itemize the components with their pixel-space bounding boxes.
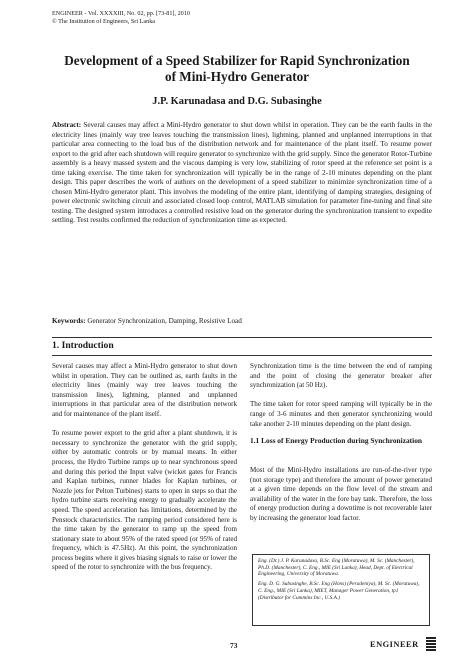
subsection-paragraph: Most of the Mini-Hydro installations are run-of-the-river type (not storage type) and therefore the amount of power generated at a given time depends on the flow level of the stream and availability of the water in the fore bay tank. Therefore, the loss of energy production during a downtime is not recoverable later by increasing the generator load factor.: [250, 466, 432, 522]
intro-paragraph-2: To resume power export to the grid after a plant shutdown, it is necessary to synchronize the generator with the grid supply, either by automatic controls or by manual means. In either process, the Hydro Turbine ramps up to near synchronous speed and during this period the Input valve (wicket gates for Francis and Kaplan turbines, runner blades for Kaplan turbines, or Nozzle jets for Pelton Turbines) starts to open in steps so that the hydro turbine starts receiving energy to gradually accelerate the speed. The speed acceleration has limitations, determined by the Penstock characteristics. The ramping period considered here is the time taken by the generator to ramp up the speed from stationary state to about 95% of the rated speed (or 95% of rated frequency, which is 47.5Hz). At this point, the synchronization process begins where it gives biasing signals to raise or lower the speed of the rotor to synchronize with the bus frequency.: [52, 429, 237, 572]
subsection-body: [250, 466, 432, 533]
section-heading-introduction: 1. Introduction: [52, 340, 114, 351]
author-affiliation-box: [252, 554, 430, 626]
section-divider-top: [52, 337, 432, 338]
section-divider-bottom: [52, 355, 432, 356]
author-1-affiliation: Eng. (Dr.) J. P. Karunadasa, B.Sc. Eng (Moratuwa), M. Sc. (Manchester), Ph.D. (Manchester), C. Eng., MIE (Sri Lanka), Head, Dept. of Electrical Engineering, University of Moratuwa.: [258, 558, 415, 578]
authors: J.P. Karunadasa and D.G. Subasinghe: [152, 96, 322, 107]
paper-title: [30, 53, 444, 85]
intro-paragraph-4: The time taken for rotor speed ramping will typically be in the range of 3-6 minutes and then generator synchronizing would take another 2-10 minutes depending on the plant design.: [250, 400, 432, 428]
left-column: [52, 362, 237, 583]
keywords-label: Keywords:: [52, 317, 86, 325]
keywords-text: Generator Synchronization, Damping, Resistive Load: [87, 317, 242, 325]
abstract-label: Abstract:: [52, 121, 82, 129]
author-2-affiliation: Eng. D. G. Subasinghe, B.Sc. Eng (Hons) (Peradeniya), M. Sc. (Moratuwa), C. Eng., MIE (Sri Lanka), MIET, Manager Power Generation, tp1 (Distributor for Cummins Inc., U.S.A.): [258, 581, 420, 601]
footer-logo-mark: [426, 637, 436, 651]
subsection-heading-1-1: 1.1 Loss of Energy Production during Synchronization: [250, 436, 422, 445]
abstract: [52, 121, 432, 226]
right-column: [250, 362, 432, 439]
journal-header: [52, 10, 190, 25]
title-line-1: Development of a Speed Stabilizer for Rapid Synchronization: [64, 53, 410, 68]
title-line-2: of Mini-Hydro Generator: [164, 69, 310, 84]
intro-paragraph-1: Several causes may affect a Mini-Hydro generator to shut down whilst in operation. They can be outlined as, earth faults in the electricity lines (mainly way tree leaves touching the transmission lines), lightning, planned and unplanned interruptions in that particular area of the distribution network and for maintenance of the plant itself.: [52, 362, 237, 418]
copyright-line: © The Institution of Engineers, Sri Lanka: [52, 17, 156, 25]
keywords: [52, 317, 432, 327]
page-number: 73: [230, 641, 238, 650]
abstract-text: Several causes may affect a Mini-Hydro generator to shut down whilst in operation. They can be the earth faults in the electricity lines (mainly way tree leaves touching the transmission lines), lightning, planned and unplanned interruptions in that particular area connecting to the load bus of the distribution network and for maintenance of the plant itself. To resume power export to the grid after each shutdown will require generator to synchronize with the grid supply. Since the generator Rotor-Turbine assembly is a heavy massed system and the viscous damping is very low, stabilizing of rotor speed at the reference set point is a time taking exercise. The time taken for synchronization will typically be in the range of 2-10 minutes depending on the plant design. This paper describes the work of authors on the development of a speed stabilizer to minimize synchronization time of a chosen Mini-Hydro generator plant. This involves the modeling of the entire plant, identifying of damping strategies, designing of power electronic switching circuit and associated closed loop control, MATLAB simulation for parameter fine-tuning and final site testing. The designed system introduces a controlled resistive load on the generator during the synchronization transient to expedite settling. Test results confirmed the reduction of synchronization time as expected.: [52, 121, 433, 225]
journal-citation: ENGINEER - Vol. XXXXIII, No. 02, pp. [73-81], 2010: [52, 10, 190, 17]
footer-journal-name: ENGINEER: [370, 640, 419, 649]
intro-paragraph-3: Synchronization time is the time between the end of ramping and the point of closing the generator breaker after synchronization (at 50 Hz).: [250, 362, 432, 390]
